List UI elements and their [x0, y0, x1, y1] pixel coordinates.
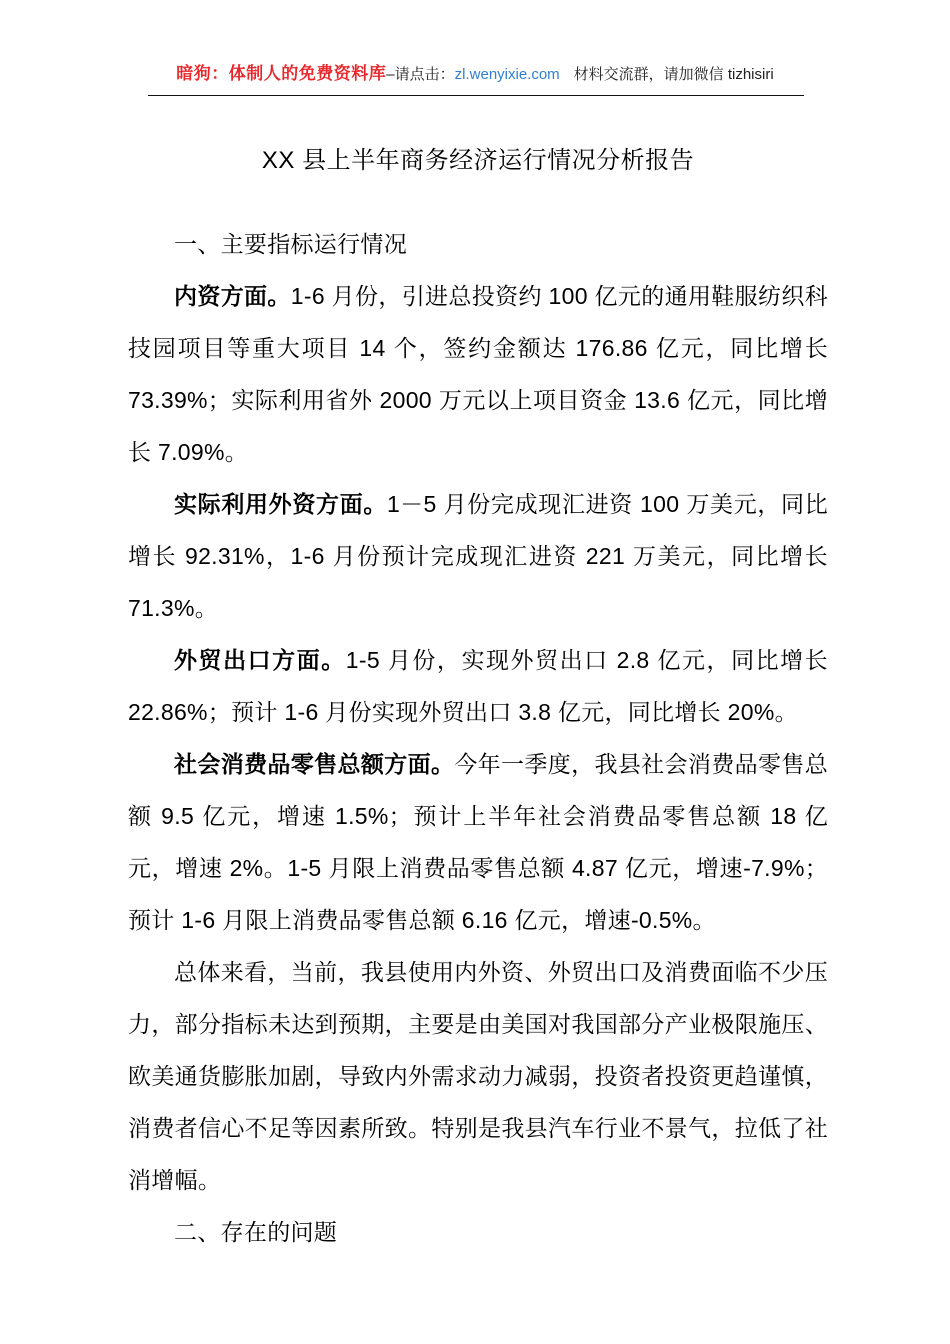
paragraph-text-foreign-trade-export: 1-5 月份，实现外贸出口 2.8 亿元，同比增长 22.86%；预计 1-6 月份实现外贸出口 3.8 亿元，同比增长 20%。	[128, 647, 828, 725]
promo-link[interactable]: zl.wenyixie.com	[454, 66, 560, 83]
promo-tail: 材料交流群，请加微信 tizhisiri	[573, 66, 774, 83]
document-body	[128, 140, 828, 1258]
banner-divider	[148, 95, 804, 96]
paragraph-foreign-capital	[128, 478, 828, 634]
paragraph-text-foreign-capital: 1－5 月份完成现汇进资 100 万美元，同比增长 92.31%，1-6 月份预计完成现汇进资 221 万美元，同比增长 71.3%。	[128, 491, 829, 621]
paragraph-lead-retail-sales: 社会消费品零售总额方面。	[174, 751, 455, 777]
paragraph-lead-foreign-trade-export: 外贸出口方面。	[174, 647, 346, 673]
promo-banner	[0, 62, 950, 87]
paragraph-text-retail-sales: 今年一季度，我县社会消费品零售总额 9.5 亿元，增速 1.5%；预计上半年社会消费品零售总额 18 亿元，增速 2%。1-5 月限上消费品零售总额 4.87 亿元，增速-7.9%；预计 1-6 月限上消费品零售总额 6.16 亿元，增速-0.5%。	[128, 751, 828, 933]
paragraph-lead-domestic-capital: 内资方面。	[174, 283, 291, 309]
paragraph-text-domestic-capital: 1-6 月份，引进总投资约 100 亿元的通用鞋服纺织科技园项目等重大项目 14 个，签约金额达 176.86 亿元，同比增长 73.39%；实际利用省外 2000 万元以上项目资金 13.6 亿元，同比增长 7.09%。	[128, 283, 829, 465]
promo-click-prefix: –请点击：	[386, 66, 455, 83]
promo-brand: 暗狗：体制人的免费资料库	[176, 64, 387, 83]
paragraph-lead-foreign-capital: 实际利用外资方面。	[174, 491, 388, 517]
section-heading-2: 二、存在的问题	[174, 1219, 338, 1245]
paragraph-foreign-trade-export	[128, 634, 828, 738]
paragraph-domestic-capital	[128, 270, 828, 478]
page-title: XX 县上半年商务经济运行情况分析报告	[261, 147, 695, 174]
paragraph-overall-summary: 总体来看，当前，我县使用内外资、外贸出口及消费面临不少压力，部分指标未达到预期，主要是由美国对我国部分产业极限施压、欧美通货膨胀加剧，导致内外需求动力减弱，投资者投资更趋谨慎，消费者信心不足等因素所致。特别是我县汽车行业不景气，拉低了社消增幅。	[128, 959, 828, 1193]
paragraph-retail-sales	[128, 738, 828, 946]
section-heading-1: 一、主要指标运行情况	[174, 231, 407, 257]
